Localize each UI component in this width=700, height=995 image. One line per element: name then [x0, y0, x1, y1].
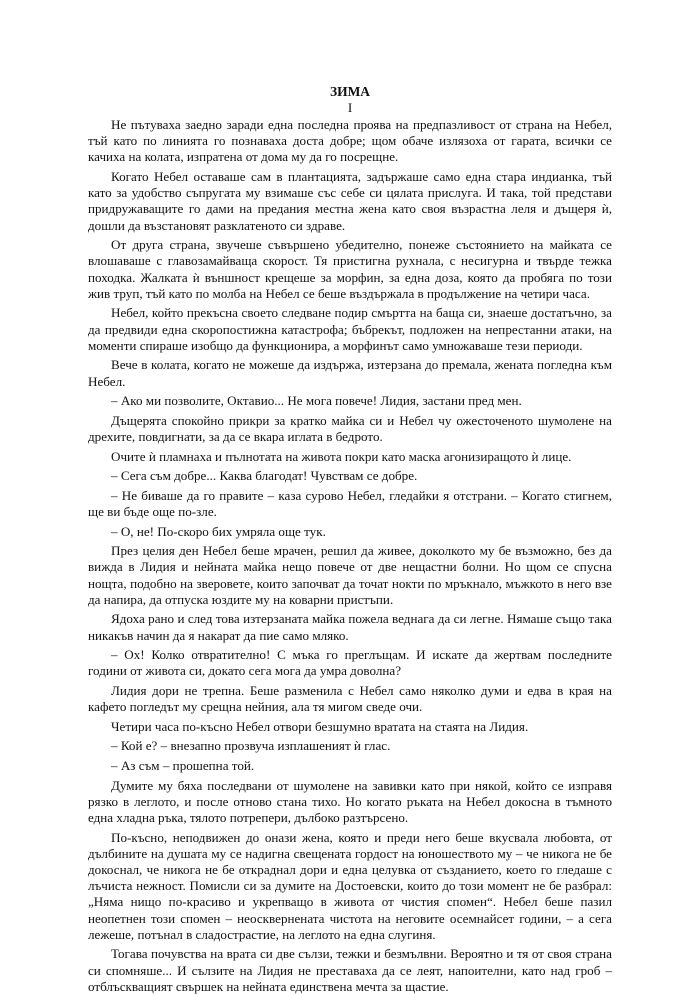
- paragraph: Лидия дори не трепна. Беше разменила с Небел само няколко думи и едва в края на кафето погледът му срещна нейния, ала тя мигом сведе очи.: [88, 682, 612, 715]
- chapter-number: I: [347, 100, 353, 115]
- paragraph: Дъщерята спокойно прикри за кратко майка си и Небел чу ожесточеното шумолене на дрехите, повдигнати, за да се вкара иглата в бедрото.: [88, 412, 612, 444]
- paragraph: – Сега съм добре... Каква благодат! Чувствам се добре.: [111, 468, 418, 484]
- paragraph: Четири часа по-късно Небел отвори безшумно вратата на стаята на Лидия.: [111, 718, 529, 734]
- paragraph: От друга страна, звучеше съвършено убедително, понеже състоянието на майката се влошаваше с главозамайваща скорост. Тя пристигна рухнала, с несигурна и твърде тежка походка. Жалката ѝ външност крещеше за морфин, за една доза, която да пробяга по този жив труп, тъй като по молба на Небел се беше въздържала в продължение на четири часа.: [88, 237, 612, 301]
- paragraph: – Не биваше да го правите – каза сурово Небел, гледайки я отстрани. – Когато стигнем, ще ви бъде още по-зле.: [88, 487, 612, 519]
- paragraph: Небел, който прекъсна своето следване подир смъртта на баща си, знаеше достатъчно, за да предвиди една скоропостижна катастрофа; бъбрекът, подложен на непрестанни атаки, на моменти спираше изобщо да функционира, а морфинът само умножаваше тези периоди.: [88, 305, 612, 353]
- chapter-title: ЗИМА: [329, 84, 371, 99]
- paragraph: Думите му бяха последвани от шумолене на завивки като при някой, който се изправя рязко в леглото, и после отново стана тихо. Но когато ръката на Небел докосна в тъмното една хладна ръка, тялото потрепери, дълбоко разтърсено.: [88, 777, 612, 825]
- paragraph: – Ох! Колко отвратително! С мъка го преглъщам. И искате да жертвам последните години от живота си, докато сега мога да умра доволна?: [88, 647, 612, 679]
- paragraph: През целия ден Небел беше мрачен, решил да живее, доколкото му бе възможно, без да вижда в Лидия и нейната майка нещо повече от две нещастни болни. Но щом се спусна нощта, подобно на зверовете, които започват да точат нокти по мръкнало, мъжкото в него взе да напира, да отпуска юздите му на коварни пристъпи.: [88, 543, 612, 607]
- paragraph: – Аз съм – прошепна той.: [111, 757, 255, 773]
- paragraph: Ядоха рано и след това изтерзаната майка пожела веднага да си легне. Нямаше също така никакъв начин да я накарат да пие само мляко.: [88, 611, 612, 643]
- paragraph: По-късно, неподвижен до онази жена, която и преди него беше вкусвала любовта, от дълбините на душата му се надигна свещената гордост на юношеството му – че никога не бе докоснал, че никога не бе откраднал дори и една целувка от създанието, което го гледаше с лъчиста нежност. Помисли си за думите на Достоевски, които до този момент не бе разбрал: „Няма нищо по-красиво и укрепващо в живота от чистия спомен“. Небел беше пазил неопетнен този спомен – неосквернената чистота на неговите осемнайсет години, – а сега лежеше, потънал в сладострастие, на леглото на една слугиня.: [88, 829, 612, 942]
- body-text: [88, 117, 612, 995]
- paragraph: Очите ѝ пламнаха и пълнотата на живота покри като маска агонизиращото ѝ лице.: [111, 448, 572, 464]
- paragraph: Не пътуваха заедно заради една последна проява на предпазливост от страна на Небел, тъй като по линията го познаваха доста добре; щом обаче излязоха от гарата, всички се качиха на колата, изпратена от дома му да го посрещне.: [88, 117, 612, 165]
- paragraph: – Кой е? – внезапно прозвуча изплашеният ѝ глас.: [111, 738, 391, 754]
- paragraph: Тогава почувства на врата си две сълзи, тежки и безмълвни. Вероятно и тя от своя страна си спомняше... И сълзите на Лидия не преставаха да се леят, напоителни, като над гроб – отблъскващият свършек на нейната единствена мечта за щастие.: [88, 946, 612, 994]
- paragraph: Вече в колата, когато не можеше да издържа, изтерзана до премала, жената погледна към Небел.: [88, 357, 612, 389]
- paragraph: Когато Небел оставаше сам в плантацията, задържаше само една стара индианка, тъй като за удобство съпругата му взимаше със себе си цялата прислуга. И така, той представи придружаващите го дами на предания местна жена като своя възрастна леля и дъщеря ѝ, дошли да възстановят разклатеното си здраве.: [88, 169, 612, 233]
- paragraph: – Ако ми позволите, Октавио... Не мога повече! Лидия, застани пред мен.: [111, 393, 522, 409]
- paragraph: – О, не! По-скоро бих умряла още тук.: [111, 523, 326, 539]
